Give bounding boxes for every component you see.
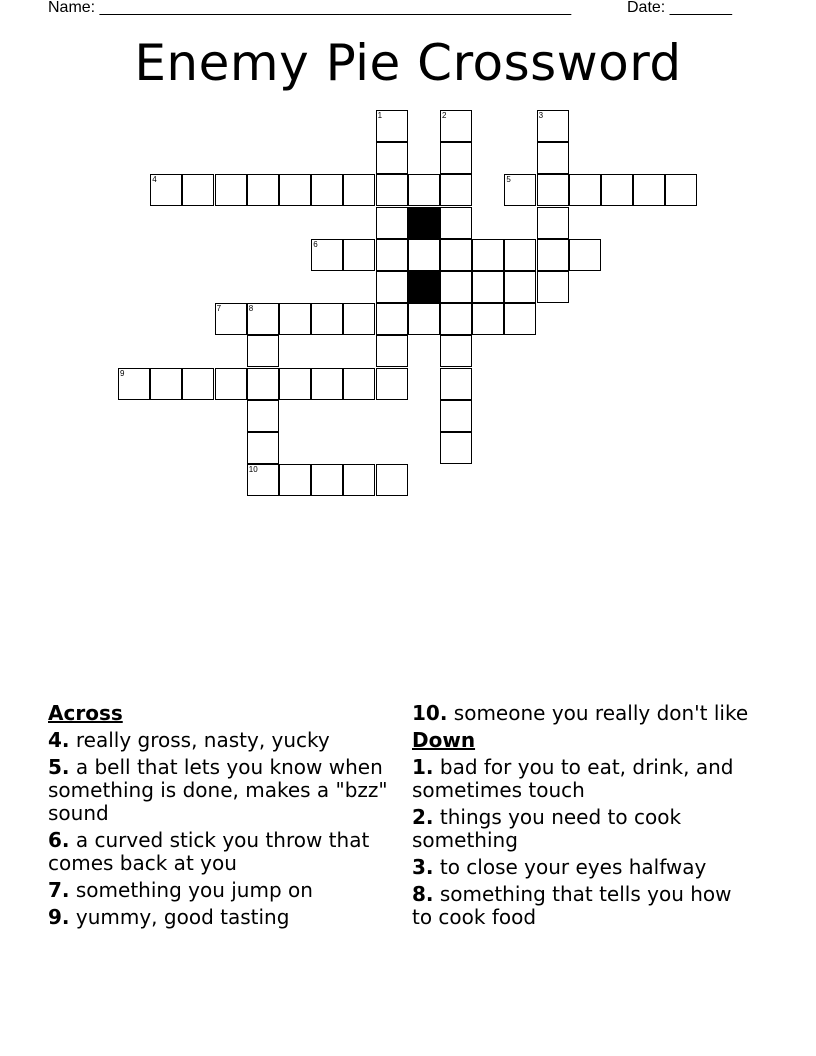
clue-number: 6 [313,239,318,249]
clue-number: 10 [248,465,258,475]
grid-cell[interactable] [279,368,311,400]
clue-item-number: 9. [48,905,70,929]
clue-number: 7 [216,304,222,314]
grid-cell[interactable] [247,368,279,400]
grid-cell[interactable] [601,174,633,206]
clue-item-number: 2. [412,805,434,829]
grid-cell[interactable] [247,174,279,206]
grid-cell[interactable] [440,239,472,271]
grid-cell[interactable] [569,239,601,271]
grid-cell[interactable] [215,174,247,206]
grid-cell[interactable] [537,271,569,303]
grid-cell[interactable] [537,110,569,142]
clue-number: 8 [248,304,254,314]
grid-cell[interactable] [247,432,279,464]
grid-cell[interactable] [472,239,504,271]
clue-number: 4 [152,175,157,185]
grid-cell[interactable] [343,464,375,496]
clue-item-number: 6. [48,828,70,852]
clue-item [48,829,406,875]
clue-item-text: a bell that lets you know when something is done, makes a "bzz" sound [48,755,388,825]
grid-cell[interactable] [537,207,569,239]
clue-item [412,806,752,852]
clue-number: 1 [377,111,383,120]
grid-cell[interactable] [279,464,311,496]
grid-cell[interactable] [376,174,408,206]
clue-item-number: 4. [48,728,70,752]
grid-cell[interactable] [376,239,408,271]
across-clue-list-continued [412,702,752,725]
grid-cell[interactable] [150,368,182,400]
clue-item-text: a curved stick you throw that comes back at you [48,828,370,875]
grid-cell[interactable] [440,303,472,335]
clue-item-number: 10. [412,701,448,725]
page-title: Enemy Pie Crossword [134,34,682,92]
across-heading: Across [48,701,123,725]
grid-cell[interactable] [504,303,536,335]
grid-cell[interactable] [472,303,504,335]
grid-cell[interactable] [150,174,182,206]
date-field-label: Date: _______ [627,0,732,16]
grid-cell[interactable] [504,239,536,271]
grid-cell[interactable] [376,464,408,496]
clue-item [412,883,752,929]
clue-item-text: yummy, good tasting [69,905,290,929]
clue-item-number: 3. [412,855,434,879]
grid-cell[interactable] [440,271,472,303]
clue-number: 9 [120,368,125,378]
clue-item-text: to close your eyes halfway [433,855,707,879]
clue-item-number: 7. [48,878,70,902]
clue-item-text: something you jump on [69,878,313,902]
clue-item-text: bad for you to eat, drink, and sometimes touch [412,755,734,802]
grid-cell[interactable] [311,303,343,335]
grid-cell[interactable] [440,400,472,432]
grid-cell[interactable] [376,303,408,335]
grid-cell[interactable] [440,174,472,206]
grid-cell[interactable] [311,464,343,496]
name-field-label: Name: _____________________________________________________ [48,0,572,16]
grid-cell[interactable] [343,174,375,206]
grid-cell[interactable] [440,432,472,464]
grid-block [408,207,440,239]
grid-cell[interactable] [376,142,408,174]
grid-cell[interactable] [537,239,569,271]
grid-cell[interactable] [472,271,504,303]
grid-cell[interactable] [633,174,665,206]
grid-cell[interactable] [215,368,247,400]
clue-item [412,756,752,802]
grid-cell[interactable] [376,207,408,239]
grid-cell[interactable] [311,368,343,400]
grid-cell[interactable] [440,142,472,174]
grid-cell[interactable] [343,239,375,271]
grid-cell[interactable] [376,335,408,367]
grid-cell[interactable] [279,174,311,206]
grid-cell[interactable] [311,174,343,206]
clue-item-number: 5. [48,755,70,779]
grid-cell[interactable] [569,174,601,206]
clue-item [412,702,752,725]
across-clue-list [48,729,406,929]
clues-left-column [48,702,406,933]
down-clue-list [412,756,752,929]
grid-cell[interactable] [182,174,214,206]
clue-number: 5 [506,175,511,185]
clue-number: 3 [538,111,544,120]
clue-item [48,879,406,902]
grid-cell[interactable] [408,174,440,206]
grid-cell[interactable] [408,303,440,335]
grid-cell[interactable] [343,368,375,400]
grid-cell[interactable] [247,335,279,367]
clue-item [412,856,752,879]
down-heading: Down [412,728,476,752]
grid-cell[interactable] [247,464,279,496]
clue-item [48,729,406,752]
grid-cell[interactable] [537,174,569,206]
grid-cell[interactable] [311,239,343,271]
grid-cell[interactable] [408,239,440,271]
clue-item [48,756,406,825]
grid-cell[interactable] [440,207,472,239]
clues-right-column [412,702,752,933]
grid-block [408,271,440,303]
grid-cell[interactable] [376,368,408,400]
grid-cell[interactable] [376,110,408,142]
grid-cell[interactable] [440,110,472,142]
grid-cell[interactable] [182,368,214,400]
grid-cell[interactable] [504,271,536,303]
grid-cell[interactable] [440,368,472,400]
clue-item-text: something that tells you how to cook food [412,882,732,929]
grid-cell[interactable] [247,400,279,432]
clue-item-number: 8. [412,882,434,906]
grid-cell[interactable] [247,303,279,335]
clue-item-text: things you need to cook something [412,805,682,852]
clue-item-text: someone you really don't like [447,701,749,725]
clue-item-text: really gross, nasty, yucky [69,728,330,752]
grid-cell[interactable] [504,174,536,206]
grid-cell[interactable] [118,368,150,400]
grid-cell[interactable] [665,174,697,206]
clue-number: 2 [442,111,447,120]
grid-cell[interactable] [343,303,375,335]
clue-item-number: 1. [412,755,434,779]
crossword-grid [0,0,816,520]
grid-cell[interactable] [537,142,569,174]
grid-cell[interactable] [215,303,247,335]
clue-item [48,906,406,929]
grid-cell[interactable] [279,303,311,335]
grid-cell[interactable] [376,271,408,303]
grid-cell[interactable] [440,335,472,367]
